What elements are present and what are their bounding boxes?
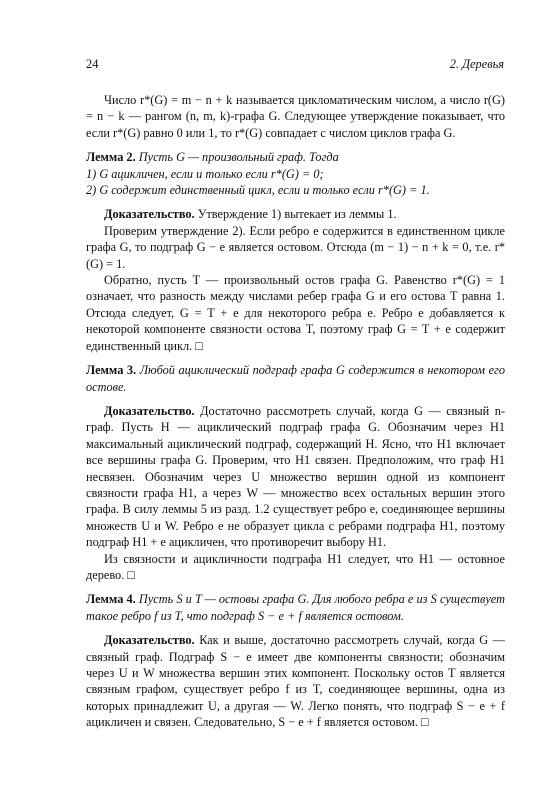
proof-lemma-3 [86, 403, 505, 583]
chapter-title: 2. Деревья [449, 57, 504, 71]
proof-lemma-2 [86, 206, 505, 354]
proof-4-title: Доказательство. [104, 633, 195, 648]
lemma-2-title: Лемма 2. [86, 150, 136, 165]
lemma-3 [86, 362, 505, 395]
lemma-3-title: Лемма 3. [86, 363, 137, 378]
lemma-2 [86, 149, 505, 198]
proof-2-text-2: Проверим утверждение 2). Если ребро e содержится в единственном цикле графа G, то подграф G − e является остовом. Отсюда (m − 1) − n + k = 0, т.е. r*(G) = 1. [86, 223, 505, 271]
lemma-2-statement: Пусть G — произвольный граф. Тогда [138, 150, 339, 165]
lemma-3-statement: Любой ациклический подграф графа G содержится в некотором его остове. [86, 363, 506, 394]
lemma-4 [86, 591, 505, 624]
proof-2-text-3: Обратно, пусть T — произвольный остов графа G. Равенство r*(G) = 1 означает, что разность между числами ребер графа G и его остова T равна 1. Отсюда следует, G = T + e для некоторого ребра e. Ребро e добавляется к некоторой компоненте связности остова T, поэтому граф G = T + e содержит единственный цикл. □ [86, 273, 505, 353]
page-number: 24 [86, 57, 99, 71]
proof-4-text-1: Как и выше, достаточно рассмотреть случай, когда G — связный граф. Подграф S − e имеет две компоненты связности; обозначим через U и W множества вершин этих компонент. Поскольку остов T является связным графом, существует ребро f из T, соединяющее вершины, одна из которых принадлежит U, а другая — W. Легко понять, что подграф S − e + f ацикличен и связен. Следовательно, S − e + f является остовом. □ [86, 633, 505, 730]
proof-2-title: Доказательство. [104, 207, 195, 222]
proof-3-text-2: Из связности и ацикличности подграфа H1 следует, что H1 — остовное дерево. □ [86, 551, 505, 582]
page-body [86, 92, 505, 731]
lemma-4-title: Лемма 4. [86, 592, 136, 607]
proof-2-text-1: Утверждение 1) вытекает из леммы 1. [197, 207, 397, 222]
lemma-2-item-2: 2) G содержит единственный цикл, если и только если r*(G) = 1. [86, 183, 430, 198]
proof-lemma-4 [86, 632, 505, 730]
lemma-2-item-1: 1) G ацикличен, если и только если r*(G) = 0; [86, 166, 324, 181]
page-header [86, 57, 504, 73]
intro-paragraph: Число r*(G) = m − n + k называется цикломатическим числом, а число r(G) = n − k — рангом (n, m, k)-графа G. Следующее утверждение показывает, что если r*(G) равно 0 или 1, то r*(G) совпадает с числом циклов графа G. [86, 93, 505, 140]
proof-3-title: Доказательство. [104, 403, 195, 418]
lemma-4-statement: Пусть S и T — остовы графа G. Для любого ребра e из S существует такое ребро f из T, что подграф S − e + f является остовом. [86, 592, 505, 623]
proof-3-text-1: Достаточно рассмотреть случай, когда G — связный n-граф. Пусть H — ациклический подграф графа G. Обозначим через H1 максимальный ациклический подграф, содержащий H. Ясно, что H1 включает все вершины графа G. Проверим, что H1 связен. Предположим, что граф H1 несвязен. Обозначим через U множество вершин одной из компонент связности графа H1, а через W — множество всех остальных вершин этого графа. В силу леммы 5 из разд. 1.2 существует ребро e, соединяющее вершины множеств U и W. Ребро e не образует цикла с ребрами подграфа H1, поэтому подграф H1 + e ацикличен, что противоречит выбору H1. [86, 403, 505, 550]
